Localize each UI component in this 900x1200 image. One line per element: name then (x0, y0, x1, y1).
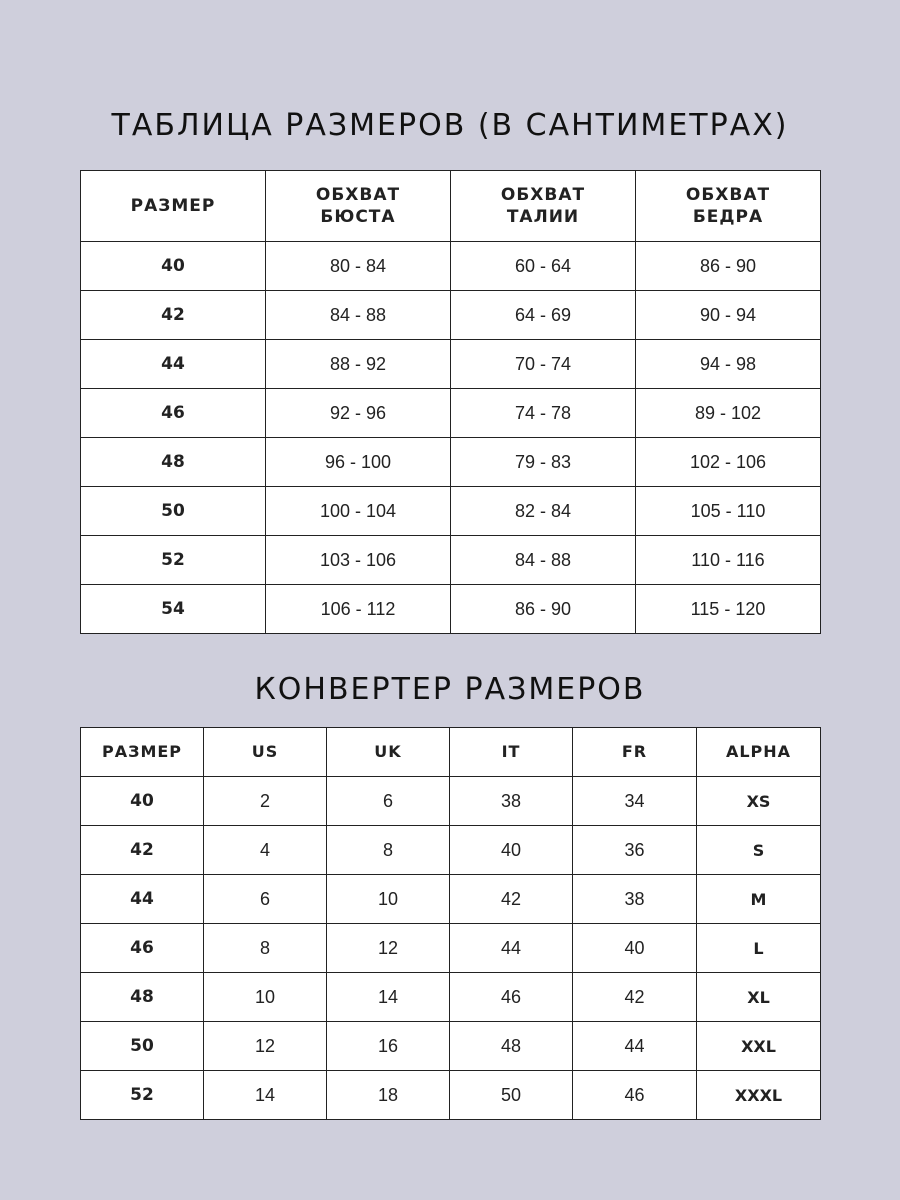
table-row (81, 1071, 821, 1120)
header-size (81, 171, 266, 242)
table-row (81, 875, 821, 924)
size-cell: 46 (81, 389, 266, 438)
table-cell: 102 - 106 (636, 438, 821, 487)
table-cell: 14 (327, 973, 450, 1022)
table-row (81, 826, 821, 875)
converter-table (80, 727, 821, 1120)
table-cell: 86 - 90 (636, 242, 821, 291)
table-cell: 12 (327, 924, 450, 973)
table-cell: 46 (573, 1071, 697, 1120)
size-cell: 44 (81, 340, 266, 389)
table-cell: 34 (573, 777, 697, 826)
table-cell: 60 - 64 (451, 242, 636, 291)
table-cell: L (697, 924, 821, 973)
table-cell: 103 - 106 (266, 536, 451, 585)
size-cell: 44 (81, 875, 204, 924)
table-cell: 96 - 100 (266, 438, 451, 487)
table-cell: 2 (204, 777, 327, 826)
table-cell: M (697, 875, 821, 924)
table-cell: 14 (204, 1071, 327, 1120)
table-cell: 90 - 94 (636, 291, 821, 340)
table-cell: 6 (327, 777, 450, 826)
size-table-header-row (81, 171, 821, 242)
table-cell: 44 (450, 924, 573, 973)
table-cell: 92 - 96 (266, 389, 451, 438)
size-cell: 42 (81, 291, 266, 340)
table-cell: 46 (450, 973, 573, 1022)
size-table (80, 170, 821, 634)
table-cell: 94 - 98 (636, 340, 821, 389)
table-cell: 86 - 90 (451, 585, 636, 634)
header-hips-label: ОБХВАТ БЕДРА (685, 185, 771, 227)
size-cell: 40 (81, 777, 204, 826)
table-cell: 44 (573, 1022, 697, 1071)
table-cell: 18 (327, 1071, 450, 1120)
table-cell: 100 - 104 (266, 487, 451, 536)
table-row (81, 438, 821, 487)
header-bust-label: ОБХВАТ БЮСТА (315, 185, 401, 227)
table-row (81, 291, 821, 340)
size-cell: 54 (81, 585, 266, 634)
table-cell: 64 - 69 (451, 291, 636, 340)
table-cell: 12 (204, 1022, 327, 1071)
table-cell: S (697, 826, 821, 875)
size-cell: 48 (81, 973, 204, 1022)
size-cell: 50 (81, 487, 266, 536)
table-cell: 105 - 110 (636, 487, 821, 536)
table-cell: 16 (327, 1022, 450, 1071)
table-row (81, 536, 821, 585)
table-row (81, 340, 821, 389)
table-row (81, 973, 821, 1022)
table-cell: 110 - 116 (636, 536, 821, 585)
table-cell: 4 (204, 826, 327, 875)
header-hips (636, 171, 821, 242)
table-cell: 38 (573, 875, 697, 924)
table-cell: 40 (450, 826, 573, 875)
header-size-label: РАЗМЕР (130, 196, 216, 216)
table-cell: 10 (204, 973, 327, 1022)
size-table-title: ТАБЛИЦА РАЗМЕРОВ (В САНТИМЕТРАХ) (111, 108, 789, 143)
converter-table-header-row (81, 728, 821, 777)
table-cell: XL (697, 973, 821, 1022)
size-cell: 50 (81, 1022, 204, 1071)
table-cell: 106 - 112 (266, 585, 451, 634)
size-cell: 46 (81, 924, 204, 973)
table-cell: 6 (204, 875, 327, 924)
table-cell: 36 (573, 826, 697, 875)
table-cell: XS (697, 777, 821, 826)
table-cell: 82 - 84 (451, 487, 636, 536)
header-size: РАЗМЕР (81, 728, 204, 777)
table-cell: 10 (327, 875, 450, 924)
header-alpha: ALPHA (697, 728, 821, 777)
header-fr: FR (573, 728, 697, 777)
table-cell: 79 - 83 (451, 438, 636, 487)
table-cell: 80 - 84 (266, 242, 451, 291)
table-cell: 115 - 120 (636, 585, 821, 634)
size-cell: 40 (81, 242, 266, 291)
table-cell: 84 - 88 (451, 536, 636, 585)
table-cell: 38 (450, 777, 573, 826)
table-cell: 50 (450, 1071, 573, 1120)
table-row (81, 389, 821, 438)
header-uk: UK (327, 728, 450, 777)
size-cell: 48 (81, 438, 266, 487)
table-row (81, 487, 821, 536)
size-cell: 42 (81, 826, 204, 875)
table-row (81, 777, 821, 826)
table-cell: 70 - 74 (451, 340, 636, 389)
table-cell: 40 (573, 924, 697, 973)
table-cell: XXXL (697, 1071, 821, 1120)
table-cell: 48 (450, 1022, 573, 1071)
header-us: US (204, 728, 327, 777)
table-cell: 8 (204, 924, 327, 973)
table-row (81, 924, 821, 973)
table-cell: 8 (327, 826, 450, 875)
table-cell: 88 - 92 (266, 340, 451, 389)
table-row (81, 1022, 821, 1071)
table-cell: 42 (573, 973, 697, 1022)
table-cell: 74 - 78 (451, 389, 636, 438)
table-cell: XXL (697, 1022, 821, 1071)
header-waist-label: ОБХВАТ ТАЛИИ (500, 185, 586, 227)
table-cell: 84 - 88 (266, 291, 451, 340)
size-cell: 52 (81, 1071, 204, 1120)
header-it: IT (450, 728, 573, 777)
converter-table-title: КОНВЕРТЕР РАЗМЕРОВ (254, 672, 646, 707)
header-bust (266, 171, 451, 242)
table-cell: 42 (450, 875, 573, 924)
header-waist (451, 171, 636, 242)
table-row (81, 585, 821, 634)
size-cell: 52 (81, 536, 266, 585)
table-row (81, 242, 821, 291)
table-cell: 89 - 102 (636, 389, 821, 438)
